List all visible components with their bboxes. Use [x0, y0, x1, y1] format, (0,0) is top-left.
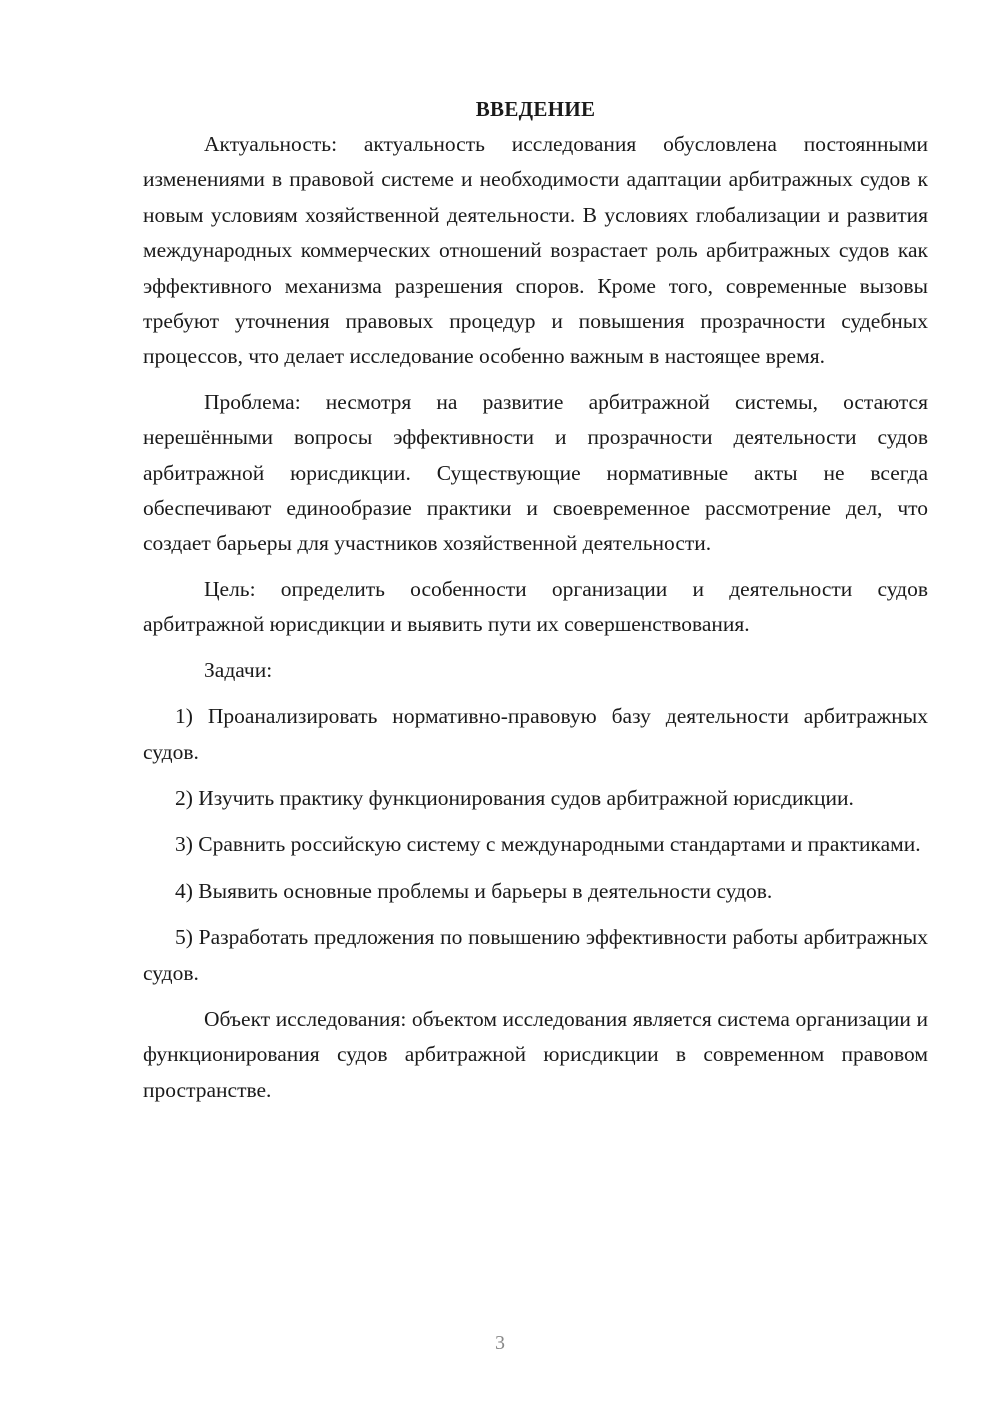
- paragraph-relevance: Актуальность: актуальность исследования обусловлена постоянными изменениями в правовой системе и необходимости адаптации арбитражных судов к новым условиям хозяйственной деятельности. В условиях глобализации и развития международных коммерческих отношений возрастает роль арбитражных судов как эффективного механизма разрешения споров. Кроме того, современные вызовы требуют уточнения правовых процедур и повышения прозрачности судебных процессов, что делает исследование особенно важным в настоящее время.: [143, 132, 928, 369]
- section-title: ВВЕДЕНИЕ: [475, 97, 596, 121]
- task-item-2: 2) Изучить практику функционирования судов арбитражной юрисдикции.: [175, 785, 854, 810]
- task-item-1: 1) Проанализировать нормативно-правовую базу деятельности арбитражных судов.: [143, 704, 928, 764]
- paragraph-object: Объект исследования: объектом исследования является система организации и функционирования судов арбитражной юрисдикции в современном правовом пространстве.: [143, 1006, 928, 1102]
- paragraph-problem: Проблема: несмотря на развитие арбитражной системы, остаются нерешёнными вопросы эффективности и прозрачности деятельности судов арбитражной юрисдикции. Существующие нормативные акты не всегда обеспечивают единообразие практики и своевременное рассмотрение дел, что создает барьеры для участников хозяйственной деятельности.: [143, 389, 928, 556]
- task-item-4: 4) Выявить основные проблемы и барьеры в деятельности судов.: [175, 878, 773, 903]
- paragraph-tasks-heading: Задачи:: [204, 657, 273, 682]
- paragraph-goal: Цель: определить особенности организации и деятельности судов арбитражной юрисдикции и выявить пути их совершенствования.: [143, 576, 928, 637]
- task-item-3: 3) Сравнить российскую систему с международными стандартами и практиками.: [175, 832, 921, 857]
- page-number: 3: [495, 1332, 505, 1354]
- document-page: [143, 92, 928, 1108]
- task-item-5: 5) Разработать предложения по повышению эффективности работы арбитражных судов.: [143, 925, 928, 985]
